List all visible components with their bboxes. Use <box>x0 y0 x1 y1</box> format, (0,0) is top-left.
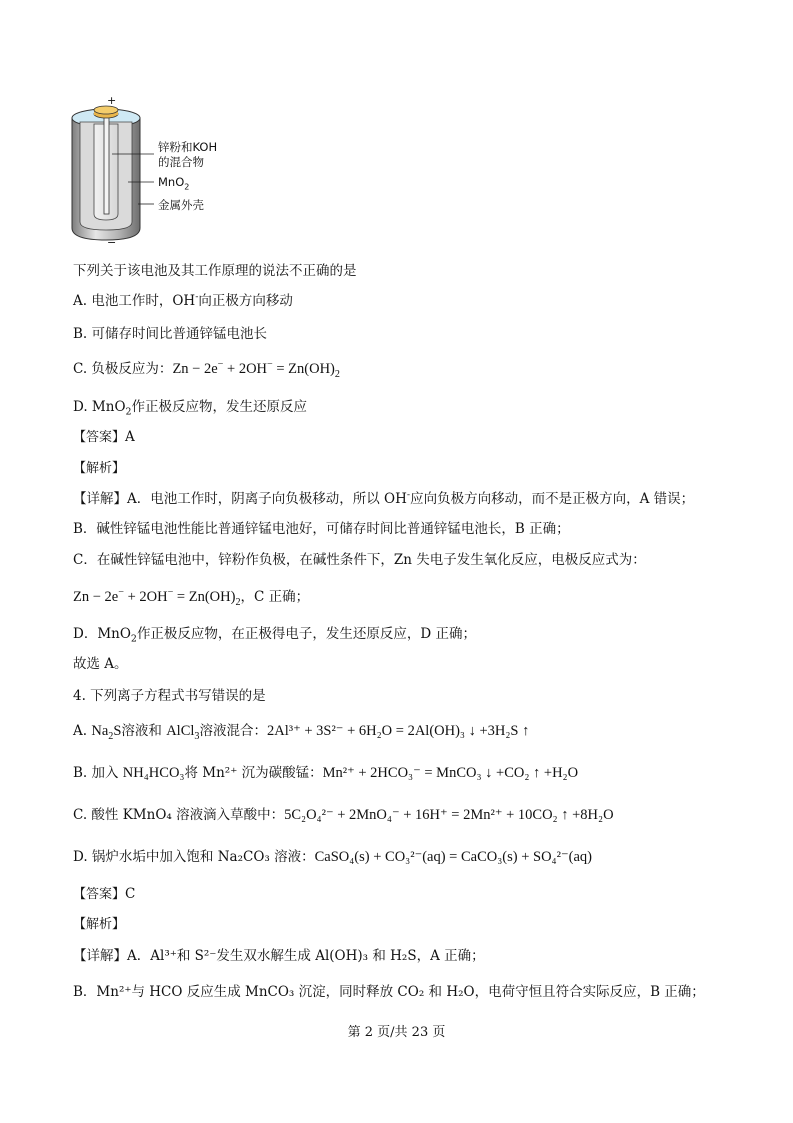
q3-option-d: D. MnO$_2$作正极反应物，发生还原反应 <box>73 399 308 418</box>
q3-option-a: A. 电池工作时，OH-向正极方向移动 <box>73 291 293 309</box>
q3-detail-c: C．在碱性锌锰电池中，锌粉作负极，在碱性条件下，Zn 失电子发生氧化反应，电极反应式为： <box>73 552 646 568</box>
q3-answer: 【答案】A <box>73 429 135 445</box>
minus-terminal-label: − <box>107 236 117 249</box>
q3-detail-b: B．碱性锌锰电池性能比普通锌锰电池好，可储存时间比普通锌锰电池长，B 正确； <box>73 521 570 537</box>
q3-detail-a: 【详解】A．电池工作时，阴离子向负极移动，所以 OH-应向负极方向移动，而不是正极方向，A 错误； <box>73 489 695 507</box>
q4-option-c-equation: 5C₂O₄²⁻ + 2MnO₄⁻ + 16H⁺ = 2Mn²⁺ + 10CO₂ ↑ +8H₂O <box>284 807 614 823</box>
q3-stem: 下列关于该电池及其工作原理的说法不正确的是 <box>73 263 357 279</box>
q3-option-c: C. 负极反应为：$Zn - 2e^- + 2OH^- = Zn(OH)_2$ <box>73 359 340 380</box>
q4-option-c: C. 酸性 KMnO₄ 溶液滴入草酸中：5C₂O₄²⁻ + 2MnO₄⁻ + 16H⁺ = 2Mn²⁺ + 10CO₂ ↑ +8H₂O <box>73 807 614 823</box>
q4-option-b: B. 加入 NH₄HCO₃将 Mn²⁺ 沉为碳酸锰：Mn²⁺ + 2HCO₃⁻ = MnCO₃ ↓ +CO₂ ↑ +H₂O <box>73 765 579 781</box>
q4-analysis-label: 【解析】 <box>73 917 126 932</box>
q4-option-d-equation: CaSO₄(s) + CO₃²⁻(aq) = CaCO₃(s) + SO₄²⁻(aq) <box>314 849 592 865</box>
q3-detail-c-equation: $Zn - 2e^- + 2OH^- = Zn(OH)_2$，C 正确； <box>73 587 310 608</box>
q4-detail-b: B．Mn²⁺与 HCO 反应生成 MnCO₃ 沉淀，同时释放 CO₂ 和 H₂O，电荷守恒且符合实际反应，B 正确； <box>73 984 705 1000</box>
q3-analysis-label: 【解析】 <box>73 461 126 476</box>
q3-option-b: B. 可储存时间比普通锌锰电池长 <box>73 326 268 342</box>
q4-detail-a: 【详解】A．Al³⁺和 S²⁻发生双水解生成 Al(OH)₃ 和 H₂S，A 正确； <box>73 948 485 964</box>
q3-detail-d: D．MnO$_2$作正极反应物，在正极得电子，发生还原反应，D 正确； <box>73 626 477 645</box>
q3-option-c-equation: $Zn - 2e^- + 2OH^- = Zn(OH)_2$ <box>172 359 340 380</box>
q4-option-b-equation: Mn²⁺ + 2HCO₃⁻ = MnCO₃ ↓ +CO₂ ↑ +H₂O <box>322 765 579 781</box>
q4-option-d: D. 锅炉水垢中加入饱和 Na₂CO₃ 溶液：CaSO₄(s) + CO₃²⁻(aq) = CaCO₃(s) + SO₄²⁻(aq) <box>73 849 592 865</box>
label-mno2: MnO$_2$ <box>158 175 190 192</box>
q4-stem: 4. 下列离子方程式书写错误的是 <box>73 688 266 704</box>
q3-conclusion: 故选 A。 <box>73 656 128 672</box>
battery-diagram <box>66 96 246 246</box>
q4-answer: 【答案】C <box>73 886 136 902</box>
q4-option-a-equation: 2Al³⁺ + 3S²⁻ + 6H₂O = 2Al(OH)₃ ↓ +3H₂S ↑ <box>266 723 530 739</box>
q4-option-a: A. $Na_2S$溶液和 AlCl$_3$溶液混合：2Al³⁺ + 3S²⁻ + 6H₂O = 2Al(OH)₃ ↓ +3H₂S ↑ <box>73 723 530 742</box>
label-zinc-koh: 锌粉和KOH 的混合物 <box>158 140 218 169</box>
label-metal-shell: 金属外壳 <box>158 198 204 212</box>
page-footer: 第 2 页/共 23 页 <box>347 1025 446 1040</box>
plus-terminal-label: + <box>107 94 117 107</box>
carbon-rod <box>104 110 109 214</box>
